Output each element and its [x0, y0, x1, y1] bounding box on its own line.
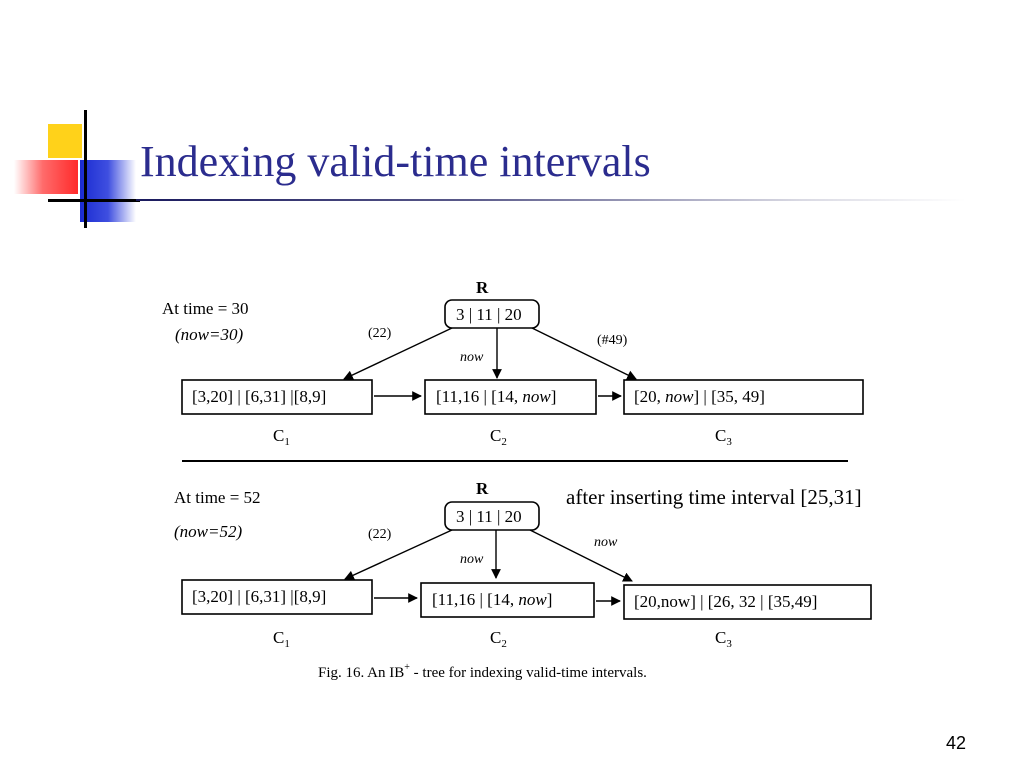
bottom-node-c1-text: [3,20] | [6,31] |[8,9] [192, 587, 327, 606]
tree-time-30 [162, 278, 863, 448]
top-root-label: R [476, 278, 489, 297]
top-label-c2: $C_2$ [490, 426, 507, 448]
figure-caption: Fig. 16. An IB+ - tree for indexing valid-time intervals. [318, 662, 647, 681]
bottom-root-keys: 3 | 11 | 20 [456, 507, 522, 526]
bottom-label-c2: $C_2$ [490, 628, 507, 650]
slide-title: Indexing valid-time intervals [140, 137, 651, 186]
top-node-c2-text: [11,16 | [14, now] [436, 387, 557, 406]
top-edge-left [344, 328, 452, 379]
bottom-edge-left-label: (22) [368, 527, 392, 542]
bottom-label-c1: $C_1$ [273, 628, 290, 650]
top-label-c3: $C_3$ [715, 426, 732, 448]
top-node-c1-text: [3,20] | [6,31] |[8,9] [192, 387, 327, 406]
bottom-edge-left [345, 530, 452, 579]
bottom-edge-right-label: now [594, 535, 618, 550]
top-edge-left-label: (22) [368, 326, 392, 341]
bottom-node-c3-text: [20,now] | [26, 32 | [35,49] [634, 592, 818, 611]
bottom-edge-mid-label: now [460, 552, 484, 567]
bottom-now-label: (now=52) [174, 522, 243, 541]
bottom-label-c3: $C_3$ [715, 628, 732, 650]
top-label-c1: $C_1$ [273, 426, 290, 448]
bottom-root-label: R [476, 479, 489, 498]
top-edge-mid-label: now [460, 350, 484, 365]
bottom-node-c2-text: [11,16 | [14, now] [432, 590, 553, 609]
top-edge-right-label: (#49) [597, 333, 628, 348]
top-now-label: (now=30) [175, 325, 244, 344]
bottom-time-label: At time = 52 [174, 488, 261, 507]
insertion-annotation: after inserting time interval [25,31] [566, 485, 862, 509]
page-number: 42 [945, 733, 966, 753]
top-node-c3-text: [20, now] | [35, 49] [634, 387, 765, 406]
top-root-keys: 3 | 11 | 20 [456, 305, 522, 324]
top-time-label: At time = 30 [162, 299, 249, 318]
tree-time-52 [174, 479, 871, 650]
